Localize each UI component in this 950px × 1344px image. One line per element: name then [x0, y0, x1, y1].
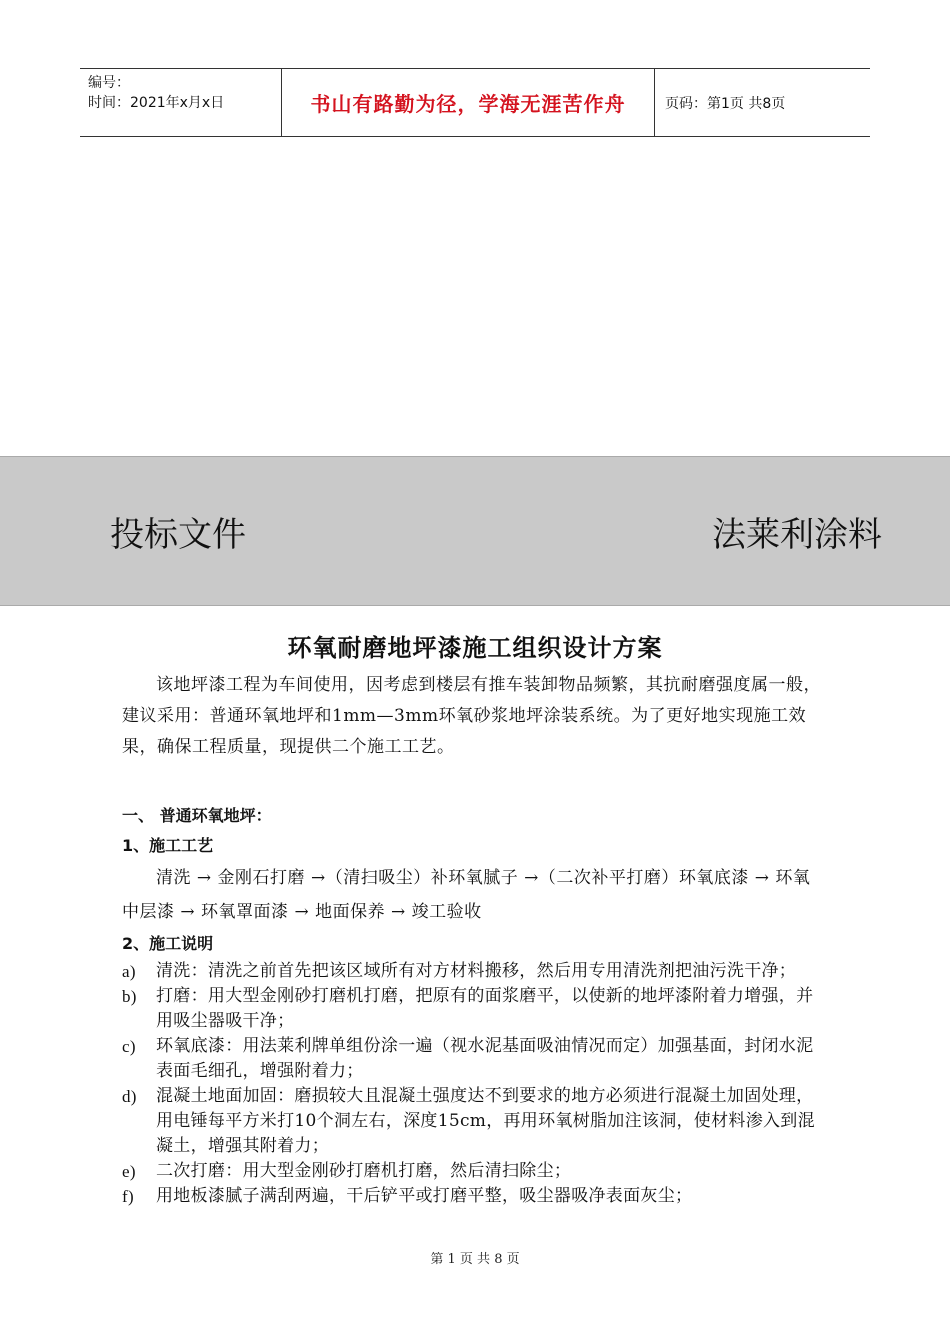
page-footer: 第 1 页 共 8 页 [430, 1252, 520, 1267]
document-title: 环氧耐磨地坪漆施工组织设计方案 [287, 633, 663, 662]
intro-paragraph: 该地坪漆工程为车间使用，因考虑到楼层有推车装卸物品频繁，其抗耐磨强度属一般，建议采用：普通环氧地坪和1mm—3mm环氧砂浆地坪涂装系统。为了更好地实现施工效果，确保工程质量，现提供二个施工工艺。 [122, 675, 821, 757]
banner-left-text: 投标文件 [110, 515, 246, 555]
list-item [122, 959, 822, 984]
list-marker: a) [122, 962, 136, 981]
list-marker: e) [122, 1162, 136, 1181]
subsection-heading-process: 1、施工工艺 [122, 836, 214, 855]
list-text: 混凝土地面加固：磨损较大且混凝土强度达不到要求的地方必须进行混凝土加固处理，用电锤每平方米打10个洞左右，深度15cm，再用环氧树脂加注该洞，使材料渗入到混凝土，增强其附着力； [156, 1086, 815, 1156]
process-flow: 清洗 → 金刚石打磨 →（清扫吸尘）补环氧腻子 →（二次补平打磨）环氧底漆 → 环氧中层漆 → 环氧罩面漆 → 地面保养 → 竣工验收 [122, 868, 811, 922]
banner-right-text: 法莱利涂料 [712, 515, 882, 555]
list-text: 清洗：清洗之前首先把该区域所有对方材料搬移，然后用专用清洗剂把油污洗干净； [156, 961, 797, 981]
time-label: 时间：2021年x月x日 [88, 95, 225, 111]
list-marker: d) [122, 1087, 137, 1106]
header-table [80, 68, 870, 137]
list-item [122, 1084, 822, 1159]
list-text: 环氧底漆：用法莱利牌单组份涂一遍（视水泥基面吸油情况而定）加强基面，封闭水泥表面毛细孔，增强附着力； [156, 1036, 814, 1081]
cover-banner [0, 456, 950, 606]
list-marker: f) [122, 1187, 134, 1206]
subsection-heading-notes: 2、施工说明 [122, 934, 214, 953]
list-item [122, 1184, 822, 1209]
number-label: 编号： [88, 75, 130, 91]
header-meta-cell [80, 69, 282, 136]
header-page-info: 页码：第1页 共8页 [665, 95, 786, 112]
list-item [122, 984, 822, 1034]
list-item [122, 1034, 822, 1084]
section-heading: 一、 普通环氧地坪： [122, 806, 272, 825]
list-marker: b) [122, 987, 137, 1006]
list-item [122, 1159, 822, 1184]
list-text: 打磨：用大型金刚砂打磨机打磨，把原有的面浆磨平，以使新的地坪漆附着力增强，并用吸尘器吸干净； [156, 986, 814, 1031]
list-text: 用地板漆腻子满刮两遍，干后铲平或打磨平整，吸尘器吸净表面灰尘； [156, 1186, 693, 1206]
list-text: 二次打磨：用大型金刚砂打磨机打磨，然后清扫除尘； [156, 1161, 572, 1181]
document-body [122, 670, 822, 1209]
instruction-list [122, 959, 822, 1209]
header-motto: 书山有路勤为径，学海无涯苦作舟 [282, 69, 655, 136]
list-marker: c) [122, 1037, 136, 1056]
